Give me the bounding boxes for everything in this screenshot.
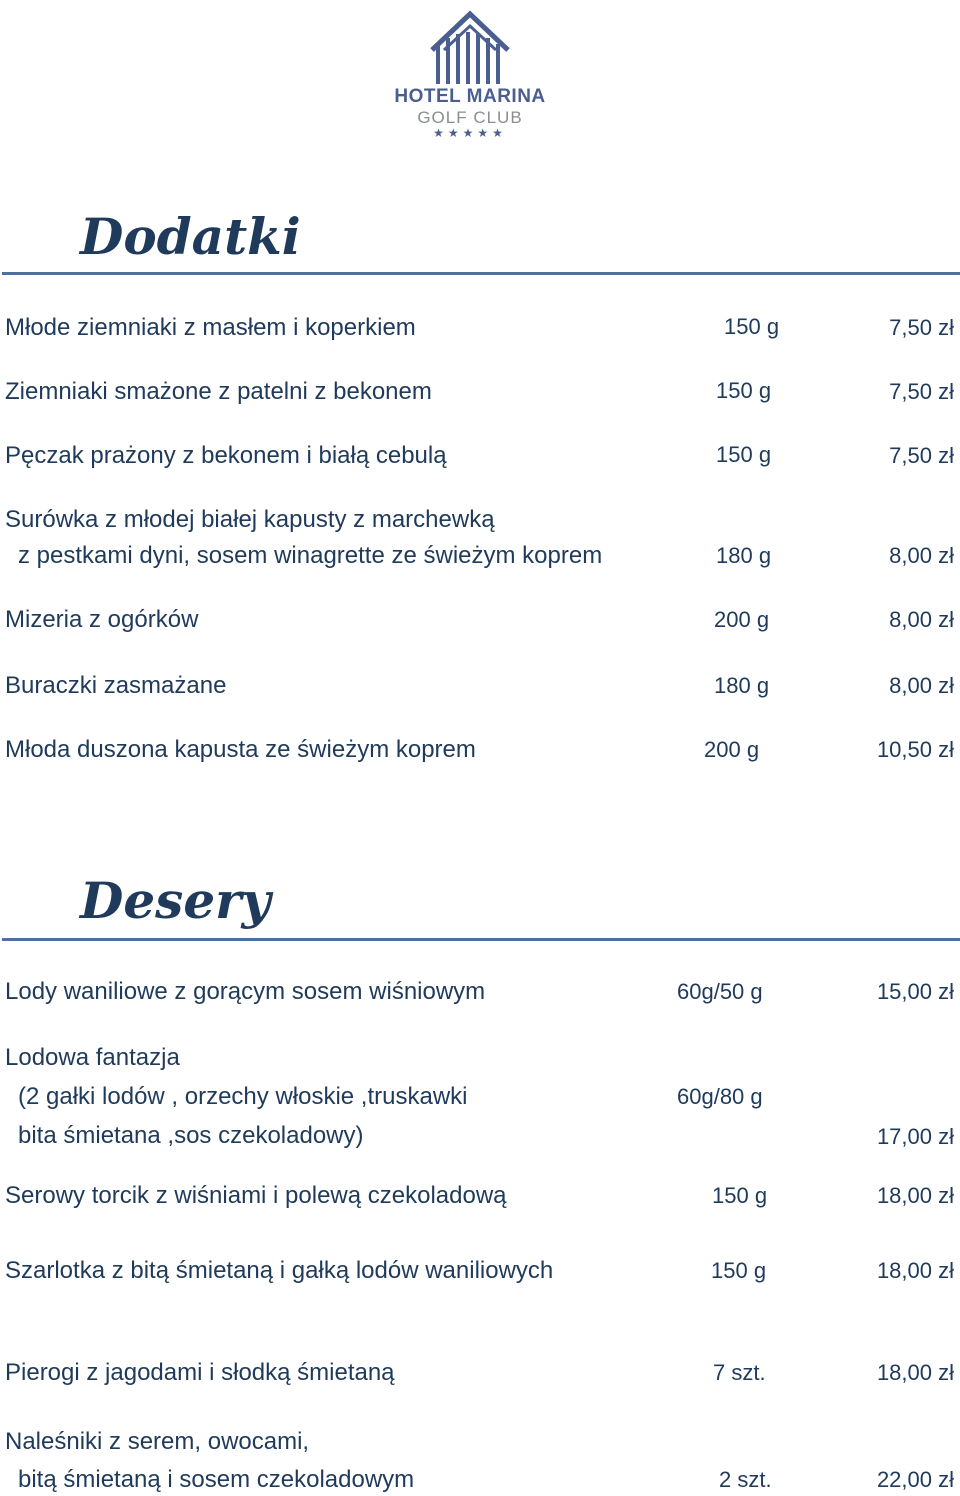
item-quantity: 150 g	[724, 314, 780, 339]
item-name: Naleśniki z serem, owocami,	[5, 1428, 310, 1455]
item-name: Pierogi z jagodami i słodką śmietaną	[5, 1359, 395, 1386]
section-divider	[2, 272, 960, 275]
item-price: 17,00 zł	[876, 1124, 954, 1149]
item-quantity: 150 g	[711, 1258, 767, 1283]
building-icon	[370, 8, 570, 88]
item-name: Lody waniliowe z gorącym sosem wiśniowym	[5, 978, 486, 1005]
item-price: 18,00 zł	[876, 1183, 954, 1208]
item-quantity: 150 g	[716, 378, 772, 403]
hotel-logo	[370, 8, 570, 140]
item-quantity: 150 g	[712, 1183, 768, 1208]
item-price: 15,00 zł	[876, 979, 954, 1004]
item-name: Szarlotka z bitą śmietaną i gałką lodów waniliowych	[5, 1257, 554, 1284]
section-title-dodatki: Dodatki	[80, 207, 301, 266]
section-divider	[2, 938, 960, 941]
item-name: Młode ziemniaki z masłem i koperkiem	[5, 314, 416, 341]
item-name: Surówka z młodej białej kapusty z marchewką	[5, 506, 495, 533]
item-price: 10,50 zł	[876, 737, 954, 762]
logo-subtitle: GOLF CLUB	[417, 108, 523, 127]
item-quantity: 7 szt.	[713, 1360, 766, 1385]
item-quantity: 200 g	[714, 607, 770, 632]
item-quantity: 60g/50 g	[677, 979, 763, 1004]
item-price: 7,50 zł	[889, 379, 954, 404]
item-price: 18,00 zł	[876, 1360, 954, 1385]
item-name: Lodowa fantazja	[5, 1044, 180, 1071]
item-name: Serowy torcik z wiśniami i polewą czekoladową	[5, 1182, 507, 1209]
item-name-line2: bitą śmietaną i sosem czekoladowym	[18, 1466, 415, 1493]
item-name-line2: z pestkami dyni, sosem winagrette ze świeżym koprem	[18, 542, 603, 569]
item-price: 22,00 zł	[876, 1467, 954, 1492]
item-price: 18,00 zł	[876, 1258, 954, 1283]
item-quantity: 180 g	[714, 673, 770, 698]
section-title-desery: Desery	[80, 871, 271, 930]
item-price: 7,50 zł	[889, 315, 954, 340]
item-price: 8,00 zł	[889, 543, 954, 568]
item-quantity: 180 g	[716, 543, 772, 568]
item-quantity: 60g/80 g	[677, 1084, 763, 1109]
item-quantity: 2 szt.	[719, 1467, 772, 1492]
logo-stars: ★★★★★	[433, 126, 507, 140]
item-price: 8,00 zł	[889, 673, 954, 698]
item-name: Ziemniaki smażone z patelni z bekonem	[5, 378, 432, 405]
item-name: Pęczak prażony z bekonem i białą cebulą	[5, 442, 447, 469]
item-price: 7,50 zł	[889, 443, 954, 468]
item-name: Mizeria z ogórków	[5, 606, 199, 633]
item-name: Buraczki zasmażane	[5, 672, 227, 699]
logo-hotel-name: HOTEL MARINA	[394, 86, 546, 107]
item-price: 8,00 zł	[889, 607, 954, 632]
item-name-line2: (2 gałki lodów , orzechy włoskie ,truskawki	[18, 1083, 468, 1110]
item-quantity: 150 g	[716, 442, 772, 467]
item-name-line3: bita śmietana ,sos czekoladowy)	[18, 1122, 364, 1149]
item-name: Młoda duszona kapusta ze świeżym koprem	[5, 736, 476, 763]
item-quantity: 200 g	[704, 737, 760, 762]
